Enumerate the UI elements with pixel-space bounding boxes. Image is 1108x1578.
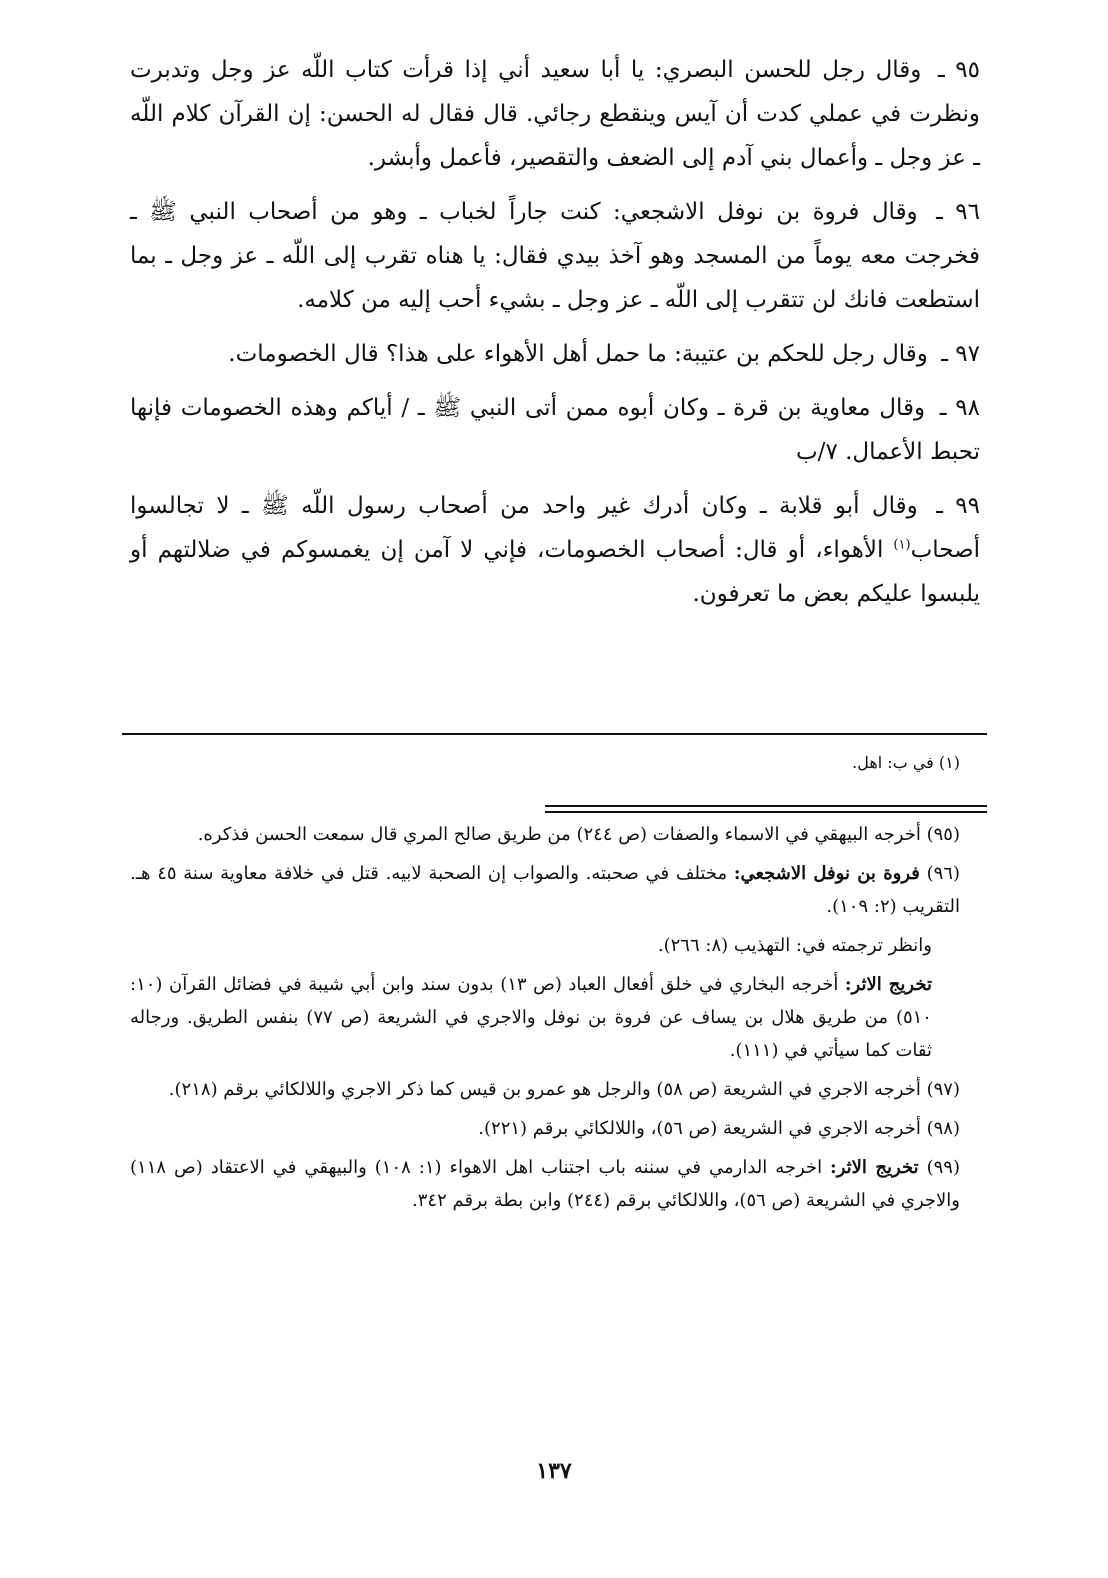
reference-text: وانظر ترجمته في: التهذيب (٨: ٢٦٦).: [657, 935, 932, 956]
reference-heading: فروة بن نوفل الاشجعي:: [733, 863, 920, 884]
paragraph-number: ٩٨ ـ: [939, 395, 980, 421]
reference-number: (٩٨): [926, 1118, 960, 1139]
paragraph-99: [130, 484, 980, 616]
reference-text: أخرجه الاجري في الشريعة (ص ٥٨) والرجل هو عمرو بن قيس كما ذكر الاجري واللالكائي برقم (٢١٨).: [168, 1079, 921, 1100]
main-text: [130, 48, 980, 626]
reference-number: (٩٦): [926, 863, 960, 884]
paragraph-text: وقال رجل للحكم بن عتيبة: ما حمل أهل الأهواء على هذا؟ قال الخصومات.: [228, 341, 928, 367]
paragraph-text: وقال أبو قلابة ـ وكان أدرك غير واحد من أصحاب رسول اللّه ﷺ ـ لا تجالسوا أصحاب: [130, 493, 980, 563]
reference-97: [130, 1073, 960, 1106]
paragraph-number: ٩٦ ـ: [936, 199, 980, 225]
paragraph-text-continued: الأهواء، أو قال: أصحاب الخصومات، فإني لا آمن إن يغمسوكم في ضلالتهم أو يلبسوا عليكم بعض ما تعرفون.: [130, 537, 980, 607]
reference-text: أخرجه البخاري في خلق أفعال العباد (ص ١٣) بدون سند وابن أبي شيبة في فضائل القرآن (١٠: ٥١٠) من طريق هلال بن يساف عن فروة بن نوفل والاجري في الشريعة (ص ٧٧) بنفس الطريق. ورجاله ثقات كما سيأتي في (١١١).: [130, 974, 932, 1061]
paragraph-number: ٩٥ ـ: [937, 57, 980, 83]
reference-number: (٩٩): [926, 1157, 960, 1178]
page-number: ١٣٧: [536, 1458, 572, 1484]
reference-text: مختلف في صحبته. والصواب إن الصحبة لابيه. قتل في خلافة معاوية سنة ٤٥ هـ. التقريب (٢: ١٠٩).: [130, 863, 960, 917]
variant-footnote: [120, 748, 960, 778]
paragraph-98: [130, 386, 980, 474]
references-separator: [545, 805, 987, 813]
reference-heading: تخريج الاثر:: [830, 1157, 919, 1178]
reference-95: [130, 818, 960, 851]
paragraph-97: [130, 332, 980, 376]
references-section: [130, 818, 960, 1223]
reference-heading: تخريج الاثر:: [844, 974, 932, 995]
reference-text: أخرجه البيهقي في الاسماء والصفات (ص ٢٤٤) من طريق صالح المري قال سمعت الحسن فذكره.: [197, 824, 921, 845]
paragraph-96: [130, 190, 980, 322]
footnote-separator: [122, 733, 987, 735]
reference-96-biography: [130, 929, 960, 962]
manuscript-folio-mark: ٧/ب: [796, 439, 838, 465]
reference-96: [130, 857, 960, 923]
reference-98: [130, 1112, 960, 1145]
footnote-reference: (١): [893, 537, 911, 553]
reference-number: (٩٧): [926, 1079, 960, 1100]
paragraph-text: وقال فروة بن نوفل الاشجعي: كنت جاراً لخباب ـ وهو من أصحاب النبي ﷺ ـ فخرجت معه يوماً من المسجد وهو آخذ بيدي فقال: يا هناه تقرب إلى اللّه ـ عز وجل ـ بما استطعت فانك لن تتقرب إلى اللّه ـ عز وجل ـ بشيء أحب إليه من كلامه.: [130, 199, 980, 313]
paragraph-text: وقال رجل للحسن البصري: يا أبا سعيد أني إذا قرأت كتاب اللّه عز وجل وتدبرت ونظرت في عملي كدت أن آيس وينقطع رجائي. قال فقال له الحسن: إن القرآن كلام اللّه ـ عز وجل ـ وأعمال بني آدم إلى الضعف والتقصير، فأعمل وأبشر.: [130, 57, 980, 171]
reference-99: [130, 1151, 960, 1217]
reference-number: (٩٥): [926, 824, 960, 845]
paragraph-95: [130, 48, 980, 180]
reference-text: أخرجه الاجري في الشريعة (ص ٥٦)، واللالكائي برقم (٢٢١).: [478, 1118, 921, 1139]
paragraph-number: ٩٩ ـ: [936, 493, 980, 519]
footnote-text: (١) في ب: اهل.: [852, 753, 960, 772]
reference-96-takhrij: [130, 968, 960, 1067]
paragraph-number: ٩٧ ـ: [941, 341, 980, 367]
paragraph-text: وقال معاوية بن قرة ـ وكان أبوه ممن أتى النبي ﷺ ـ / أياكم وهذه الخصومات فإنها تحبط الأعمال.: [130, 395, 980, 465]
reference-text: اخرجه الدارمي في سننه باب اجتناب اهل الاهواء (١: ١٠٨) والبيهقي في الاعتقاد (ص ١١٨) والاجري في الشريعة (ص ٥٦)، واللالكائي برقم (٢٤٤) وابن بطة برقم ٣٤٢.: [130, 1157, 960, 1211]
